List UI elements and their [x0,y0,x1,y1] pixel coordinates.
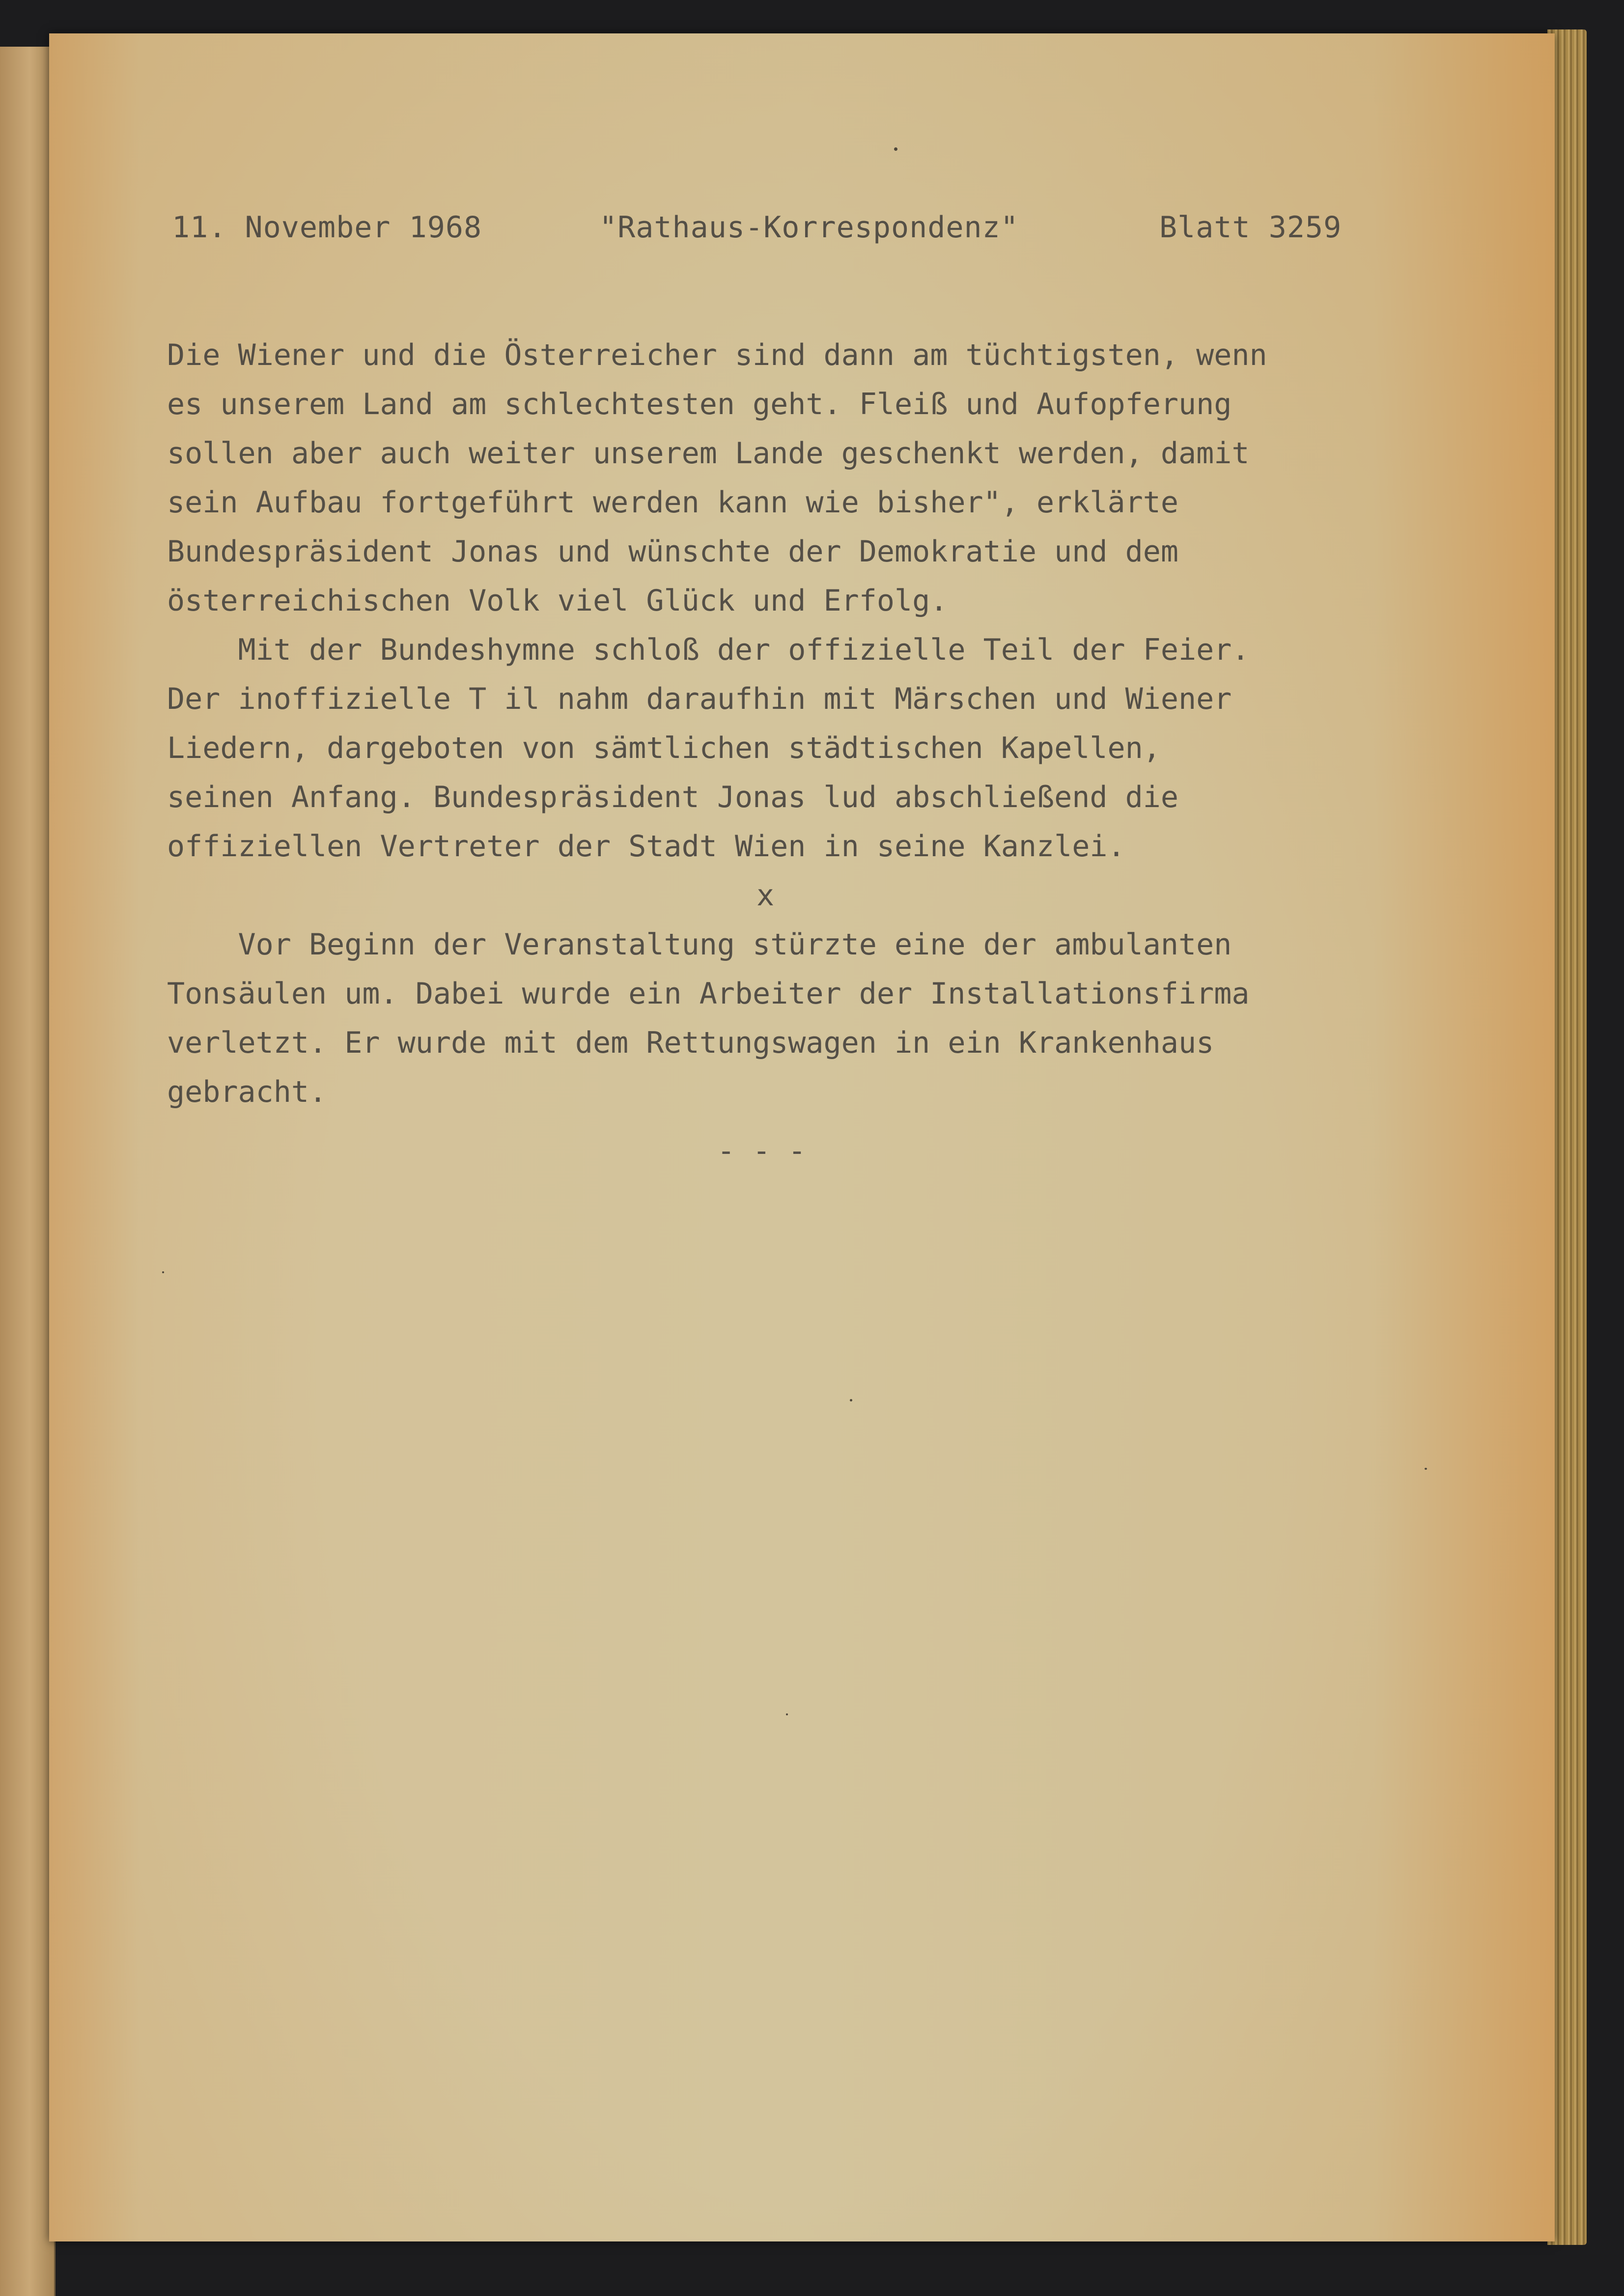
paper-speck [162,1271,164,1273]
paragraph1-line: österreichischen Volk viel Glück und Erfolg. [167,584,948,618]
paragraph2-line: Der inoffizielle T il nahm daraufhin mit Märschen und Wiener [167,682,1232,716]
page-header [172,210,1498,269]
paragraph1-line: sein Aufbau fortgeführt werden kann wie bisher", erklärte [167,485,1179,520]
paper-speck [894,147,897,151]
paragraph1-line: Bundespräsident Jonas und wünschte der Demokratie und dem [167,534,1179,569]
header-title: "Rathaus-Korrespondenz" [599,210,1019,245]
document-page [49,33,1555,2241]
paper-speck [850,1399,852,1401]
paragraph3-line: verletzt. Er wurde mit dem Rettungswagen in ein Krankenhaus [167,1026,1214,1060]
paragraph1-line: sollen aber auch weiter unserem Lande geschenkt werden, damit [167,436,1250,471]
paragraph2-line: Mit der Bundeshymne schloß der offizielle Teil der Feier. [167,633,1250,667]
paragraph1-line: Die Wiener und die Österreicher sind dann am tüchtigsten, wenn [167,338,1267,372]
header-date: 11. November 1968 [172,210,482,245]
paragraph1-line: es unserem Land am schlechtesten geht. Fleiß und Aufopferung [167,387,1232,421]
paragraph3-line: Tonsäulen um. Dabei wurde ein Arbeiter der Installationsfirma [167,977,1250,1011]
paragraph2-line: Liedern, dargeboten von sämtlichen städtischen Kapellen, [167,731,1161,765]
paragraph2-line: offiziellen Vertreter der Stadt Wien in seine Kanzlei. [167,829,1125,864]
document-body [167,308,1542,1193]
paragraph2-line: seinen Anfang. Bundespräsident Jonas lud abschließend die [167,780,1179,814]
paragraph3-line: gebracht. [167,1075,327,1109]
end-mark: - - - [717,1134,806,1168]
section-separator: x [756,878,775,913]
previous-page-edge [0,47,56,2296]
paper-speck [786,1713,788,1715]
header-sheet-number: Blatt 3259 [1159,210,1342,245]
paragraph3-line: Vor Beginn der Veranstaltung stürzte eine der ambulanten [167,927,1232,962]
paper-speck [1425,1468,1427,1470]
